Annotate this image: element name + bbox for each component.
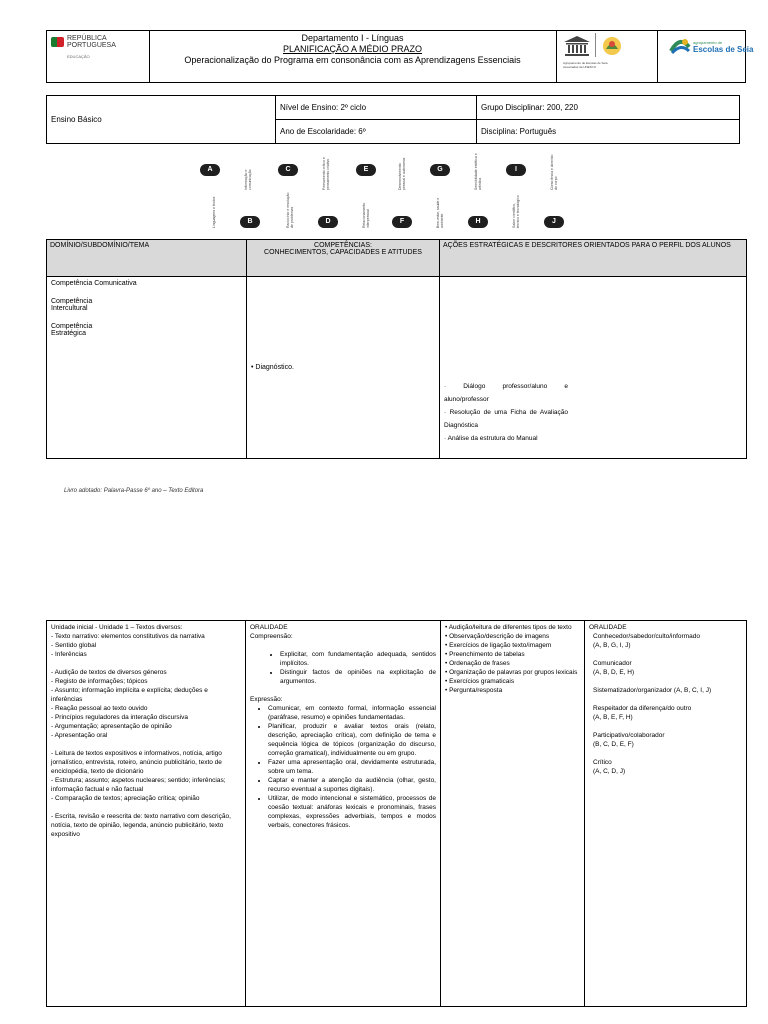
content-line: - Texto narrativo: elementos constitutivos da narrativa [51, 633, 205, 640]
action-item: · Diálogo professor/aluno e aluno/professor [444, 383, 568, 403]
col-header-domain: DOMÍNIO/SUBDOMÍNIO/TEMA [47, 240, 247, 277]
strategy-item: • Exercícios de ligação texto/imagem [445, 642, 552, 649]
content-line: - Argumentação; apresentação de opinião [51, 723, 172, 730]
content-line: - Leitura de textos expositivos e informativos, notícia, artigo jornalístico, entrevista, roteiro, anúncio publicitário, texto de enciclopédia, texto de dicionário [51, 750, 222, 775]
actions-cell [440, 277, 747, 459]
area-e-icon: E [356, 164, 376, 176]
content-line: - Reação pessoal ao texto ouvido [51, 705, 148, 712]
republic-logo-cell [47, 31, 150, 82]
competence-item: • Fazer uma apresentação oral, devidamente estruturada, sobre um tema. [268, 758, 436, 776]
strategy-item: • Pergunta/resposta [445, 687, 503, 694]
content-line: - Inferências [51, 651, 87, 658]
strategy-item: • Observação/descrição de imagens [445, 633, 550, 640]
content-line: - Assunto; informação implícita e explícita; deduções e inferências [51, 687, 208, 703]
school-emblem-icon [601, 35, 623, 57]
strategy-item: • Organização de palavras por grupos lexicais [445, 669, 578, 676]
profile-descriptors-cell [585, 621, 747, 1007]
area-f-icon: F [392, 216, 412, 228]
area-h-icon: H [468, 216, 488, 228]
content-line: - Apresentação oral [51, 732, 108, 739]
descriptor-codes: (A, B, E, F, H) [593, 714, 633, 721]
school-logo-icon [669, 37, 691, 57]
content-line: - Registo de informações; tópicos [51, 678, 148, 685]
descriptor-name: Respeitador da diferença/do outro [593, 705, 692, 712]
strategy-item: • Ordenação de frases [445, 660, 510, 667]
content-line: - Escrita, revisão e reescrita de: texto narrativo com descrição, notícia, texto de opinião, legenda, anúncio publicitário, texto expositivo [51, 813, 231, 838]
competence-item: • Utilizar, de modo intencional e sistemático, processos de coesão textual: anáforas lexicais e pronominais, frases complexas, expressões adverbiais, tempos e modos verbais, conectores frásicos. [268, 794, 436, 830]
flag-icon [51, 37, 64, 47]
col-header-actions: AÇÕES ESTRATÉGICAS E DESCRITORES ORIENTADOS PARA O PERFIL DOS ALUNOS [440, 240, 747, 277]
area-j-icon: J [544, 216, 564, 228]
area-b-icon: B [240, 216, 260, 228]
document-header [46, 30, 754, 83]
descriptor-name: Participativo/colaborador [593, 732, 665, 739]
divider [595, 33, 596, 57]
area-i-icon: I [506, 164, 526, 176]
nivel-cell: Nível de Ensino: 2º ciclo [276, 96, 477, 120]
descriptor-name: Conhecedor/sabedor/culto/informado [593, 633, 700, 640]
ensino-cell: Ensino Básico [47, 96, 276, 144]
col-header-competences: COMPETÊNCIAS: CONHECIMENTOS, CAPACIDADES E ATITUDES [247, 240, 440, 277]
unit-content-cell [47, 621, 246, 1007]
action-item: · Análise da estrutura do Manual [444, 435, 538, 442]
strategy-item: • Exercícios gramaticais [445, 678, 515, 685]
grupo-cell: Grupo Disciplinar: 200, 220 [477, 96, 740, 120]
area-c-icon: C [278, 164, 298, 176]
domain-item: Competência Intercultural [51, 298, 93, 312]
strategy-item: • Preenchimento de tabelas [445, 651, 525, 658]
logo-text: REPÚBLICA PORTUGUESA [67, 35, 116, 49]
descriptor-name: Comunicador [593, 660, 632, 667]
area-g-icon: G [430, 164, 450, 176]
competences-cell [246, 621, 441, 1007]
descriptor-codes: (A, C, D, J) [593, 768, 626, 775]
school-small-text: agrupamento de [693, 40, 723, 45]
descriptor-name: Sistematizador/organizador (A, B, C, I, J) [593, 687, 712, 694]
section-title: ORALIDADE [250, 624, 288, 631]
area-label-c: Informação e comunicação [244, 169, 252, 190]
descriptor-name: Crítico [593, 759, 612, 766]
unit-planning-table [46, 620, 747, 1007]
domain-cell [47, 277, 247, 459]
ano-cell: Ano de Escolaridade: 6º [276, 120, 477, 144]
section-title: ORALIDADE [589, 624, 627, 631]
profile-areas-graphic [200, 153, 560, 232]
descriptor-codes: (A, B, G, I, J) [593, 642, 631, 649]
logo-sub: EDUCAÇÃO [67, 54, 90, 59]
competence-item: • Diagnóstico. [251, 364, 294, 371]
area-label-d: Relacionamento interpessoal [362, 202, 370, 228]
competence-cell [247, 277, 440, 459]
domain-item: Competência Estratégica [51, 323, 93, 337]
content-line: - Sentido global [51, 642, 97, 649]
disciplina-cell: Disciplina: Português [477, 120, 740, 144]
school-name: Escolas de Seia [693, 45, 754, 54]
competence-item: • Explicitar, com fundamentação adequada, sentidos implícitos. [280, 650, 436, 668]
area-a-icon: A [200, 164, 220, 176]
area-label-e: Pensamento crítico e pensamento criativo [322, 157, 330, 190]
unesco-caption: Agrupamento de Escolas de Seia Associadas da UNESCO [563, 61, 608, 69]
competence-item: • Captar e manter a atenção da audiência (olhar, gesto, recurso eventual a suportes digitais). [268, 776, 436, 794]
area-label-i: Sensibilidade estética e artística [474, 153, 482, 190]
competence-item: • Planificar, produzir e avaliar textos orais (relato, descrição, apreciação crítica), com definição de tema e sequência lógica de tópicos (organização do discurso, correção gramatical), individualmente ou em grupo. [268, 722, 436, 758]
diagnostic-table [46, 239, 747, 459]
competence-item: • Distinguir factos de opiniões na explicitação de argumentos. [280, 668, 436, 686]
area-label-h: Saber científico, técnico e tecnológico [512, 195, 520, 228]
textbook-note: Livro adotado: Palavra-Passe 6º ano – Texto Editora [64, 488, 204, 494]
action-item: · Resolução de uma Ficha de Avaliação Diagnóstica [444, 409, 568, 429]
unesco-cell [557, 31, 658, 82]
area-label-g: Desenvolvimento pessoal e autonomia [398, 157, 406, 190]
unesco-temple-icon [563, 35, 591, 57]
content-line: - Comparação de textos; apreciação crítica; opinião [51, 795, 200, 802]
content-line: Unidade inicial - Unidade 1 – Textos diversos: [51, 624, 183, 631]
area-label-f: Bem-estar, saúde e ambiente [436, 197, 444, 228]
course-info-table [46, 95, 740, 144]
content-line: - Princípios reguladores da interação discursiva [51, 714, 188, 721]
strategies-cell [441, 621, 585, 1007]
header-title-cell [149, 31, 557, 82]
program-subtitle: Operacionalização do Programa em consonância com as Aprendizagens Essenciais [184, 55, 521, 65]
planning-title: PLANIFICAÇÃO A MÉDIO PRAZO [282, 44, 423, 54]
descriptor-codes: (B, C, D, E, F) [593, 741, 634, 748]
strategy-item: • Audição/leitura de diferentes tipos de texto [445, 624, 572, 631]
area-label-j: Consciência e domínio do corpo [550, 154, 558, 190]
content-line: - Estrutura; assunto; aspetos nucleares; sentido; inferências; informação factual e não factual [51, 777, 226, 793]
area-d-icon: D [318, 216, 338, 228]
area-label-b: Raciocínio e resolução de problemas [286, 192, 294, 228]
area-label-a: Linguagens e textos [212, 196, 216, 228]
subsection-title: Expressão: [250, 696, 283, 703]
domain-item: Competência Comunicativa [51, 280, 137, 287]
school-logo-cell [657, 31, 754, 82]
subsection-title: Compreensão: [250, 633, 293, 640]
descriptor-codes: (A, B, D, E, H) [593, 669, 635, 676]
competence-item: • Comunicar, em contexto formal, informação essencial (paráfrase, resumo) e opiniões fundamentadas. [268, 704, 436, 722]
department-title: Departamento I - Línguas [301, 33, 404, 43]
content-line: - Audição de textos de diversos géneros [51, 669, 167, 676]
